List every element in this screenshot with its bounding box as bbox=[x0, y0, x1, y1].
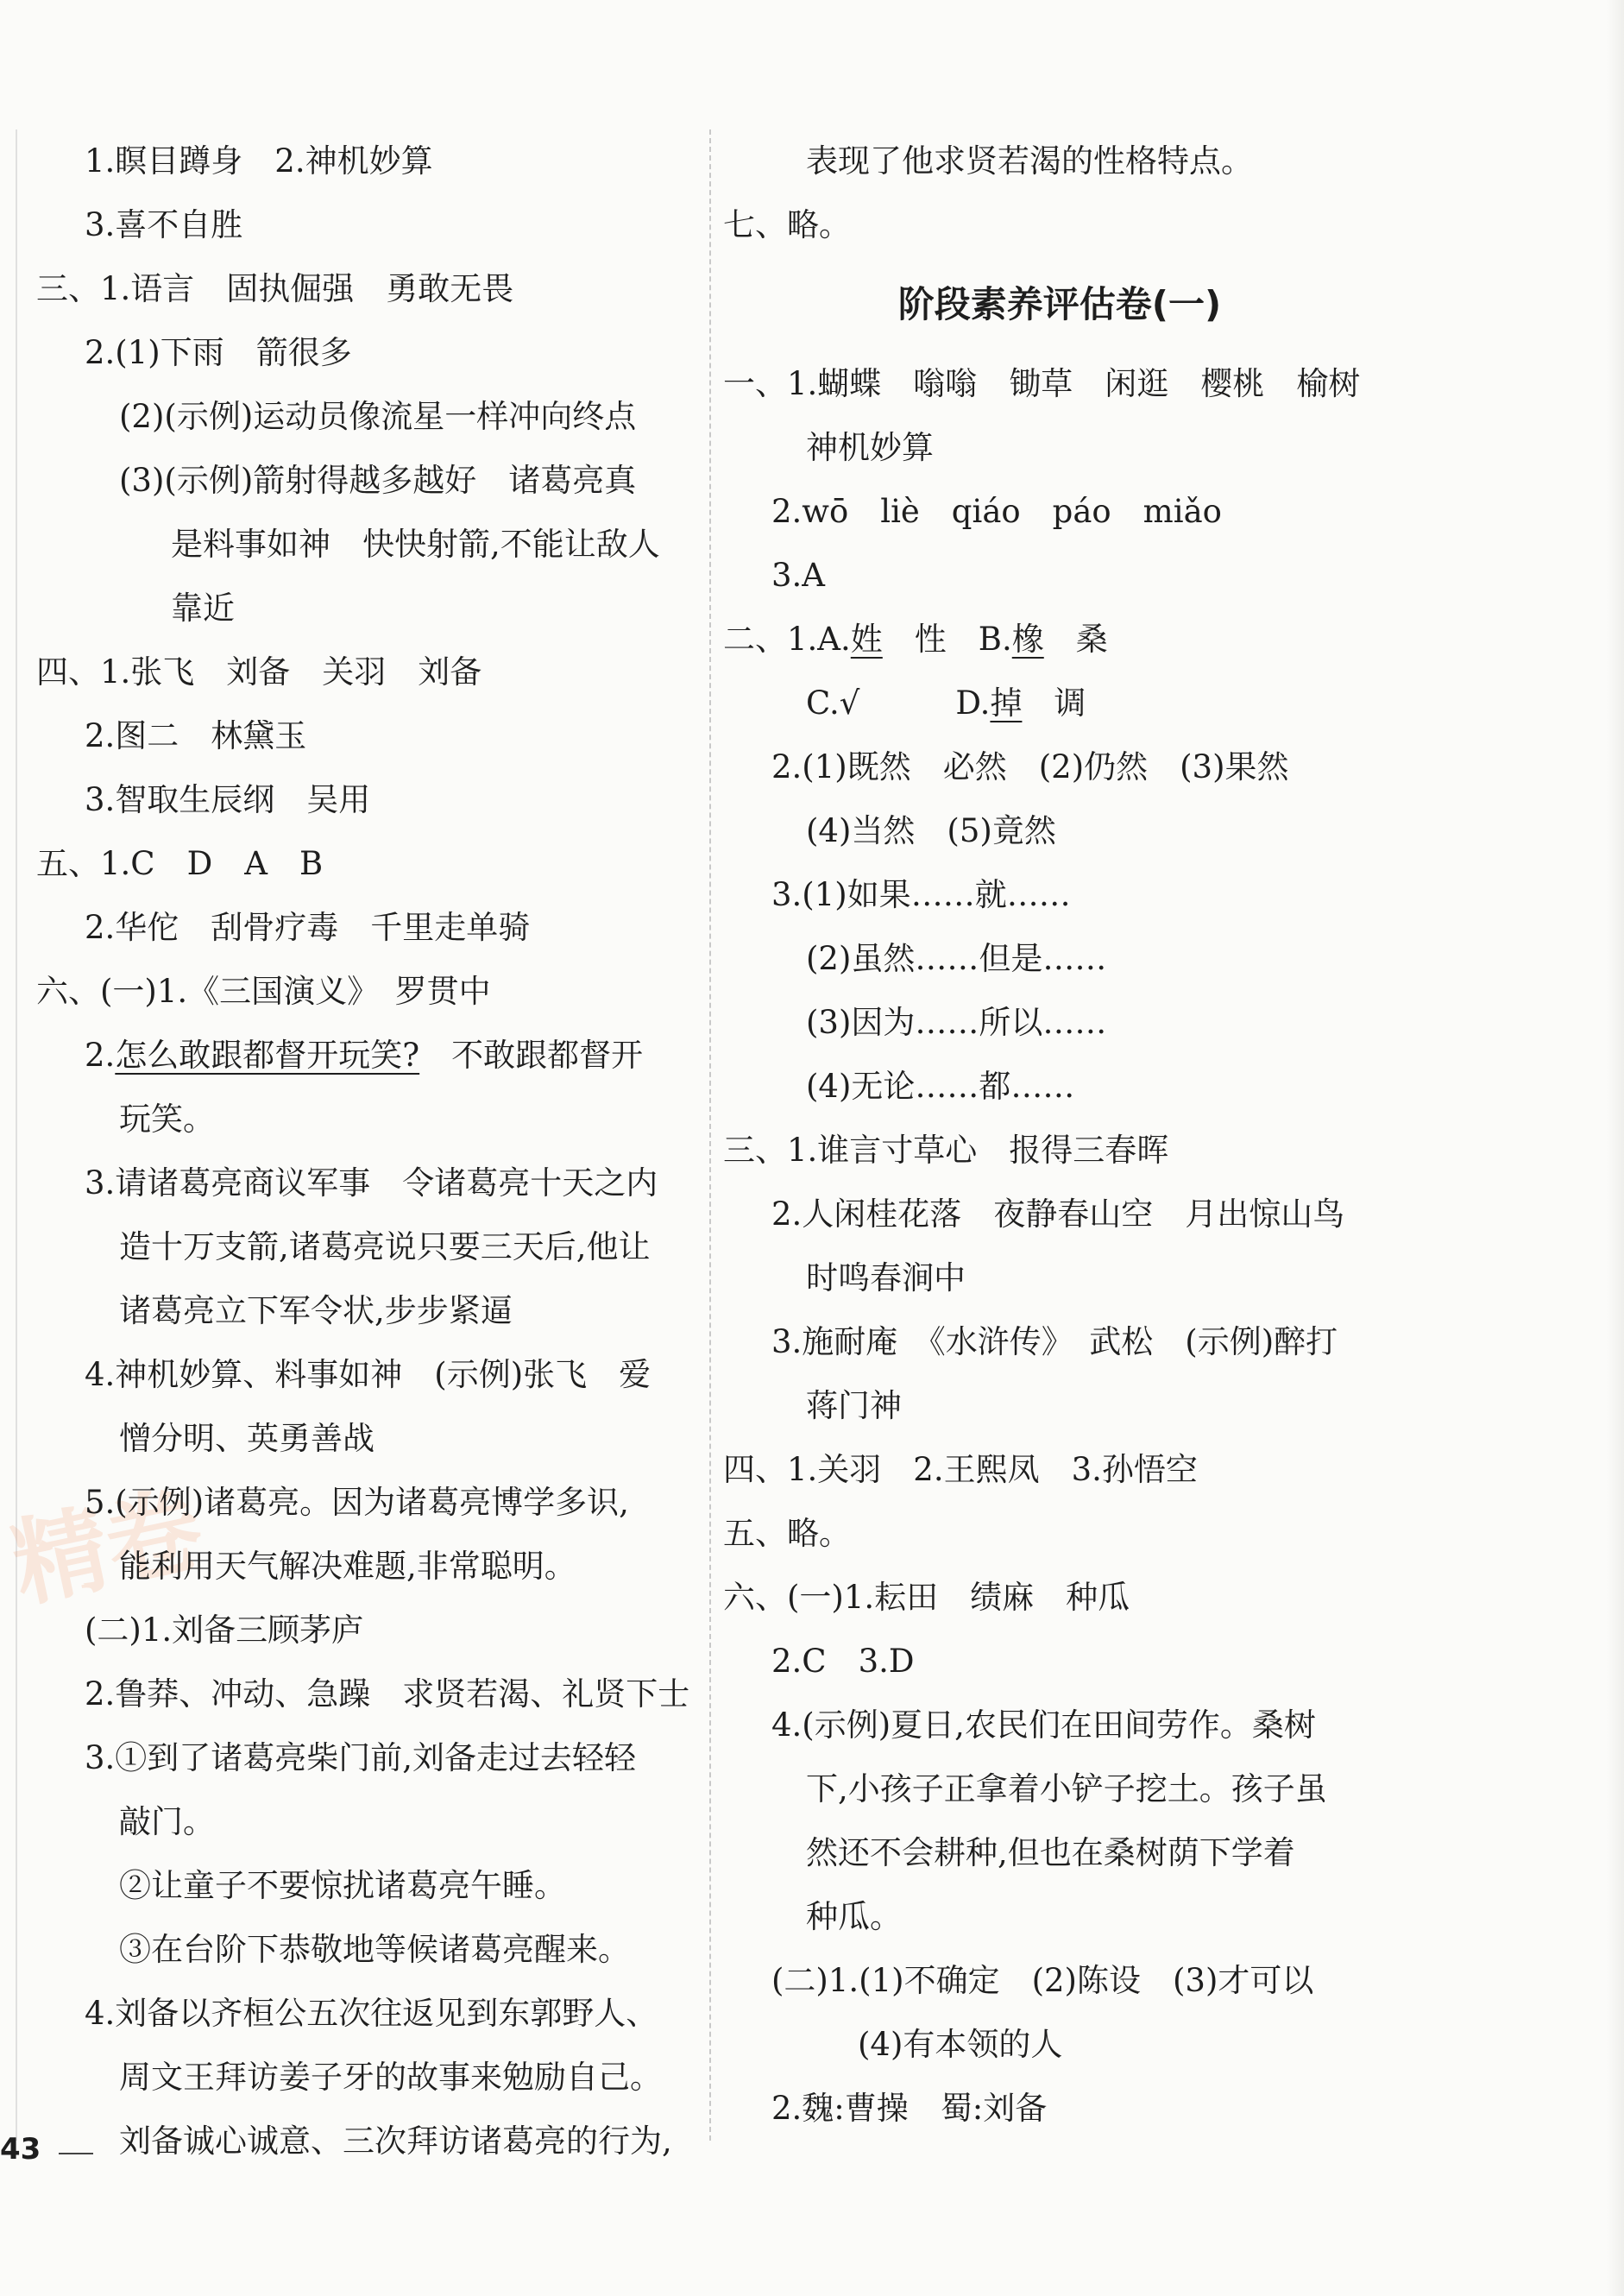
answer-line: 3.①到了诸葛亮柴门前,刘备走过去轻轻 bbox=[85, 1739, 637, 1776]
line-text: 调 bbox=[1022, 684, 1086, 722]
answer-line: 下,小孩子正拿着小铲子挖土。孩子虽 bbox=[806, 1770, 1327, 1807]
answer-line: 2.wō liè qiáo páo miǎo bbox=[771, 493, 1222, 530]
line-text: 二、1.A. bbox=[723, 621, 851, 658]
page-number: 43 bbox=[0, 2132, 41, 2167]
answer-line: 六、(一)1.耘田 绩麻 种瓜 bbox=[723, 1579, 1130, 1616]
answer-line: 3.智取生辰纲 吴用 bbox=[85, 781, 371, 818]
answer-line: 玩笑。 bbox=[119, 1101, 215, 1138]
answer-line: 4.(示例)夏日,农民们在田间劳作。桑树 bbox=[771, 1706, 1316, 1744]
answer-line: 憎分明、英勇善战 bbox=[119, 1420, 375, 1457]
answer-line: ③在台阶下恭敬地等候诸葛亮醒来。 bbox=[119, 1931, 630, 1968]
answer-line: (4)无论……都…… bbox=[806, 1068, 1075, 1105]
answer-line: (二)1.(1)不确定 (2)陈设 (3)才可以 bbox=[771, 1962, 1314, 1999]
underlined-text: 怎么敢跟都督开玩笑? bbox=[115, 1037, 420, 1074]
answer-line: 3.喜不自胜 bbox=[85, 206, 243, 243]
left-column bbox=[36, 129, 701, 2173]
answer-line: 是料事如神 快快射箭,不能让敌人 bbox=[171, 526, 660, 563]
answer-line: 敲门。 bbox=[119, 1803, 215, 1840]
answer-line bbox=[723, 608, 1396, 672]
answer-line: 2.C 3.D bbox=[771, 1643, 915, 1680]
answer-line: 2.鲁莽、冲动、急躁 求贤若渴、礼贤下士 bbox=[85, 1675, 690, 1713]
section-title: 阶段素养评估卷(一) bbox=[897, 283, 1222, 325]
answer-line: 2.(1)既然 必然 (2)仍然 (3)果然 bbox=[771, 748, 1289, 785]
line-text: 2. bbox=[85, 1037, 116, 1074]
underlined-text: 姓 bbox=[850, 621, 883, 658]
answer-line: 刘备诚心诚意、三次拜访诸葛亮的行为, bbox=[119, 2123, 672, 2160]
answer-line: 五、略。 bbox=[723, 1515, 851, 1552]
right-column-answers bbox=[723, 352, 1396, 2141]
answer-line: 5.(示例)诸葛亮。因为诸葛亮博学多识, bbox=[85, 1484, 629, 1521]
answer-line: 3.施耐庵 《水浒传》 武松 (示例)醉打 bbox=[771, 1323, 1338, 1360]
underlined-text: 掉 bbox=[990, 684, 1023, 722]
underlined-text: 橡 bbox=[1011, 621, 1044, 658]
column-divider bbox=[709, 129, 711, 2141]
answer-line: (二)1.刘备三顾茅庐 bbox=[85, 1612, 364, 1649]
answer-line: 种瓜。 bbox=[806, 1898, 902, 1935]
page-edge-shadow bbox=[1607, 0, 1624, 2296]
answer-line: 2.图二 林黛玉 bbox=[85, 717, 307, 754]
left-edge-line bbox=[16, 129, 17, 2141]
right-column bbox=[723, 129, 1396, 2141]
answer-line bbox=[723, 672, 1396, 735]
answer-line: 2.华佗 刮骨疗毒 千里走单骑 bbox=[85, 909, 531, 946]
answer-line: 六、(一)1.《三国演义》 罗贯中 bbox=[36, 973, 491, 1010]
answer-line: 七、略。 bbox=[723, 206, 851, 243]
answer-line: ②让童子不要惊扰诸葛亮午睡。 bbox=[119, 1867, 566, 1904]
answer-line: 2.魏:曹操 蜀:刘备 bbox=[771, 2090, 1048, 2127]
answer-line: 能利用天气解决难题,非常聪明。 bbox=[119, 1548, 576, 1585]
answer-line: 2.人闲桂花落 夜静春山空 月出惊山鸟 bbox=[771, 1195, 1345, 1233]
line-text: 不敢跟都督开 bbox=[419, 1037, 644, 1074]
answer-line: 2.(1)下雨 箭很多 bbox=[85, 334, 352, 371]
answer-line: 4.神机妙算、料事如神 (示例)张飞 爱 bbox=[85, 1356, 651, 1393]
answer-line: 表现了他求贤若渴的性格特点。 bbox=[806, 142, 1253, 180]
answer-line: (2)虽然……但是…… bbox=[806, 940, 1107, 977]
answer-line: 三、1.语言 固执倔强 勇敢无畏 bbox=[36, 270, 514, 307]
watermark-stamp: 精卷 bbox=[3, 1473, 212, 1621]
answer-line: 五、1.C D A B bbox=[36, 845, 324, 882]
answer-line: 靠近 bbox=[171, 590, 235, 627]
answer-line: 4.刘备以齐桓公五次往返见到东郭野人、 bbox=[85, 1995, 658, 2032]
answer-line: 然还不会耕种,但也在桑树荫下学着 bbox=[806, 1834, 1295, 1871]
answer-line: (4)当然 (5)竟然 bbox=[806, 812, 1056, 849]
answer-line: 造十万支箭,诸葛亮说只要三天后,他让 bbox=[119, 1228, 651, 1265]
answer-line: (3)(示例)箭射得越多越好 诸葛亮真 bbox=[119, 462, 637, 499]
answer-line: 1.瞑目蹲身 2.神机妙算 bbox=[85, 142, 433, 180]
line-text: 桑 bbox=[1043, 621, 1108, 658]
answer-line: 四、1.关羽 2.王熙凤 3.孙悟空 bbox=[723, 1451, 1198, 1488]
answer-line: 蒋门神 bbox=[806, 1387, 902, 1424]
line-text: C.√ D. bbox=[806, 684, 991, 722]
answer-line: 3.A bbox=[771, 557, 826, 594]
answer-line: 3.(1)如果……就…… bbox=[771, 876, 1071, 913]
answer-line: (3)因为……所以…… bbox=[806, 1004, 1107, 1041]
line-text: 性 B. bbox=[882, 621, 1012, 658]
answer-line: 三、1.谁言寸草心 报得三春晖 bbox=[723, 1132, 1169, 1169]
answer-line: 神机妙算 bbox=[806, 429, 934, 466]
answer-line: 3.请诸葛亮商议军事 令诸葛亮十天之内 bbox=[85, 1164, 658, 1202]
answer-line: (4)有本领的人 bbox=[858, 2026, 1063, 2063]
answer-line: (2)(示例)运动员像流星一样冲向终点 bbox=[119, 398, 637, 435]
answer-line: 一、1.蝴蝶 嗡嗡 锄草 闲逛 樱桃 榆树 bbox=[723, 365, 1361, 402]
answer-line: 四、1.张飞 刘备 关羽 刘备 bbox=[36, 653, 482, 691]
answer-line: 诸葛亮立下军令状,步步紧逼 bbox=[119, 1292, 513, 1329]
right-column-continuation bbox=[723, 129, 1396, 257]
page-number-dash bbox=[59, 2153, 93, 2154]
answer-line bbox=[36, 1024, 701, 1088]
answer-line: 时鸣春涧中 bbox=[806, 1259, 966, 1296]
answer-line: 周文王拜访姜子牙的故事来勉励自己。 bbox=[119, 2059, 662, 2096]
